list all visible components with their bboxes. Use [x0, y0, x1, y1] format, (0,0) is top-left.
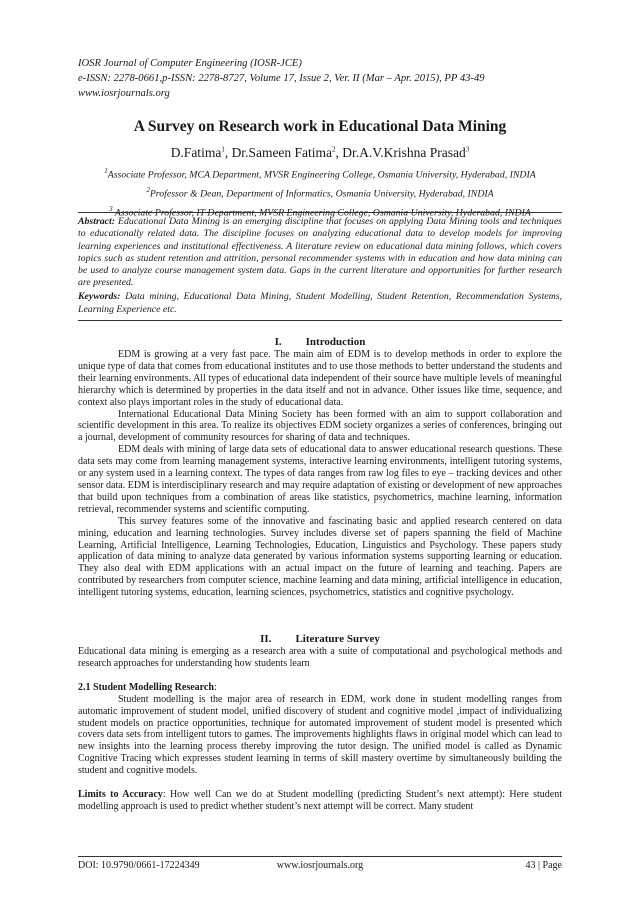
limits-text: : How well Can we do at Student modelling (predicting Student’s next attempt): Here student modelling approach is used to predict whether student’s next attempt will be correct. Many student: [78, 789, 563, 812]
affiliation: [70, 164, 570, 183]
paragraph: [78, 789, 562, 813]
section-heading-introduction: [60, 336, 580, 348]
subsection-heading: [78, 682, 562, 694]
divider: [78, 320, 562, 321]
paragraph: Student modelling is the major area of research in EDM, work done in student modelling ranges from automatic improvement of student model, unified discovery of student and cognitive model ,impact of individualizing student models on practice opportunities, technique for automated improvement of student model is presented which covers data sets from intelligent tutors to games. The improvements highlights flaws in original model which can lead to new insights into the learning process thereby improving the tutor design. The unified model is called as Dynamic Cognitive Tracing which expresses student learning in terms of skill mastery overtime by simultaneously building the student and cognitive models.: [78, 693, 562, 777]
affiliation-text: Associate Professor, IT Department, MVSR Engineering College, Osmania University, Hyderabad, INDIA: [112, 206, 531, 218]
journal-header: [78, 56, 568, 101]
paragraph: International Educational Data Mining Society has been formed with an aim to support collaboration and scientific development in this area. To realize its objectives EDM society organizes a series of conferences, bringing out a journal, development of community resources for sharing of data and techniques.: [78, 408, 562, 444]
divider: [78, 212, 562, 213]
abstract-text: Educational Data Mining is an emerging discipline that focuses on applying Data Mining tools and techniques to educationally related data. The discipline focuses on analyzing educational data to develop models for improving learning experiences and institutional effectiveness. A literature review on educational data mining follows, which covers topics such as student retention and attrition, personal recommender systems with in education and how data mining can be used to analyze course management system data. Gaps in the current literature and opportunities for further research are presented.: [78, 216, 562, 289]
author-name: D.Fatima: [170, 145, 222, 160]
author-name: , Dr.A.V.Krishna Prasad: [335, 145, 466, 160]
affiliation: [70, 183, 570, 202]
section-title: Introduction: [305, 336, 366, 348]
footer-doi: DOI: 10.9790/0661-17224349: [78, 860, 200, 871]
author-sup: 1: [221, 145, 225, 154]
abstract: [78, 216, 562, 290]
journal-issn: e-ISSN: 2278-0661,p-ISSN: 2278-8727, Volume 17, Issue 2, Ver. II (Mar – Apr. 2015), PP 43-49: [78, 73, 485, 84]
footer-divider: [78, 856, 562, 857]
affiliation-sup: 1: [104, 167, 108, 175]
section-literature-body: [78, 646, 562, 813]
affiliation-text: Associate Professor, MCA Department, MVSR Engineering College, Osmania University, Hyderabad, INDIA: [107, 169, 536, 181]
keywords-text: Data mining, Educational Data Mining, Student Modelling, Student Retention, Recommendation Systems, Learning Experience etc.: [78, 291, 562, 315]
affiliation-text: Professor & Dean, Department of Informatics, Osmania University, Hyderabad, INDIA: [149, 188, 494, 200]
section-introduction-body: [78, 349, 562, 599]
paragraph: EDM is growing at a very fast pace. The main aim of EDM is to develop methods in order to explore the unique type of data that comes from educational institutes and to use those methods to better understand the students and their learning environments. All types of educational data independent of their source have multiple levels of meaningful hierarchy which is determined by properties in the data itself and not in advance. Other issues like time, sequence, and context also plays important roles in the study of educational data.: [78, 349, 562, 408]
subsection-title: 2.1 Student Modelling Research: [78, 681, 214, 693]
journal-url: www.iosrjournals.org: [78, 88, 170, 99]
paragraph: Educational data mining is emerging as a research area with a suite of computational and psychological methods and research approaches for understanding how students learn: [78, 646, 562, 669]
author-name: , Dr.Sameen Fatima: [224, 145, 333, 160]
section-number: II.: [260, 633, 272, 645]
affiliation-sup: 3: [109, 204, 113, 213]
affiliation-sup: 2: [146, 185, 150, 194]
section-title: Literature Survey: [295, 633, 380, 645]
author-list: [60, 145, 580, 161]
journal-name: IOSR Journal of Computer Engineering (IOSR-JCE): [78, 58, 302, 69]
limits-title: Limits to Accuracy: [78, 789, 163, 801]
section-heading-literature-survey: [60, 633, 580, 645]
author-sup: 2: [332, 145, 336, 154]
subsection-colon: :: [213, 681, 217, 693]
keywords-label: Keywords:: [78, 291, 121, 302]
paragraph: EDM deals with mining of large data sets of educational data to answer educational research questions. These data sets may come from learning management systems, interactive learning environments, intelligent tutoring systems, or any system used in a learning context. The types of data ranges from raw log files to eye – tracking devices and other sensor data. EDM is interdisciplinary research and may require adaptation of existing or development of new approaches that build upon techniques from a combination of areas like statistics, psychometrics, machine learning, information retrieval, recommender systems and scientific computing.: [78, 444, 563, 515]
keywords: [78, 291, 562, 316]
paragraph: This survey features some of the innovative and fascinating basic and applied research centered on data mining, education and learning technologies. Survey includes diverse set of papers spanning the field of Machine Learning, Artificial Intelligence, Learning Technologies, Education, Linguistics and Psychology. These papers study application of data mining to analyze data generated by various information systems supporting learning or education. They also deal with EDM applications with an actual impact on the future of learning and teaching. Papers are contributed by researchers from computer science, machine learning and data mining, artificial intelligence in education, intelligent tutoring systems, education, learning sciences, psychometrics, statistics and cognitive psychology.: [78, 515, 562, 599]
paper-title: A Survey on Research work in Educational Data Mining: [133, 118, 507, 135]
author-sup: 3: [465, 145, 470, 154]
footer-page-number: 43 | Page: [525, 860, 562, 871]
footer-site: www.iosrjournals.org: [276, 860, 364, 871]
abstract-label: Abstract:: [78, 216, 116, 227]
section-number: I.: [274, 336, 282, 348]
